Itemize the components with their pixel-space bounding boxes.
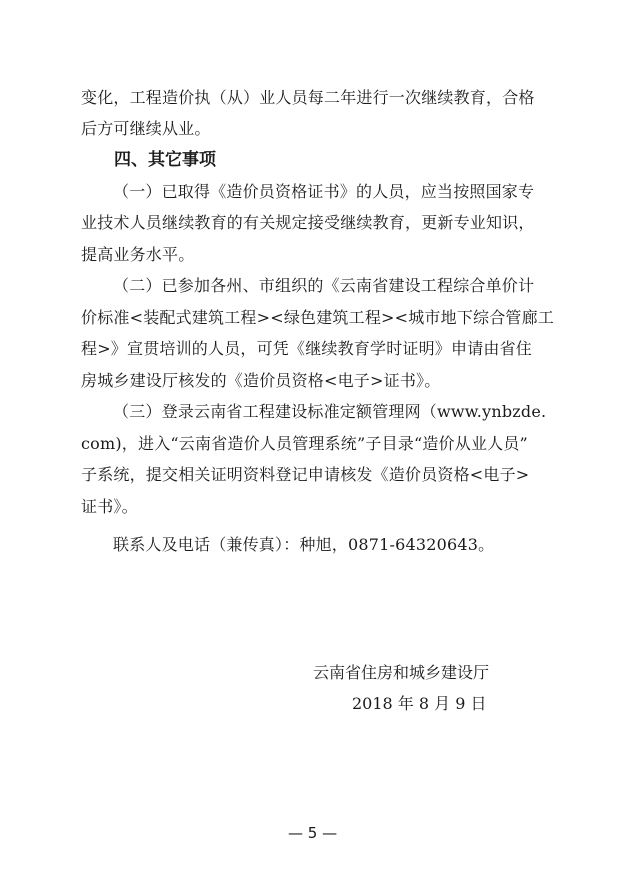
body-line: （三）登录云南省工程建设标准定额管理网（www.ynbzde. <box>113 402 547 421</box>
body-line: 证书》。 <box>81 497 138 516</box>
body-line: 提高业务水平。 <box>81 245 195 264</box>
body-line: 程>》宣贯培训的人员，可凭《继续教育学时证明》申请由省住 <box>81 339 533 358</box>
page-number: — 5 — <box>288 824 338 842</box>
section-heading: 四、其它事项 <box>114 150 216 170</box>
issuing-organization: 云南省住房和城乡建设厅 <box>313 663 490 682</box>
body-line: 子系统，提交相关证明资料登记申请核发《造价员资格<电子> <box>81 465 530 484</box>
body-line: 变化，工程造价执（从）业人员每二年进行一次继续教育，合格 <box>81 88 535 107</box>
issue-date: 2018 年 8 月 9 日 <box>352 694 487 713</box>
body-line: 业技术人员继续教育的有关规定接受继续教育，更新专业知识， <box>81 213 535 232</box>
body-line: 房城乡建设厅核发的《造价员资格<电子>证书》。 <box>81 371 441 390</box>
body-line: com)，进入“云南省造价人员管理系统”子目录“造价从业人员” <box>81 434 528 453</box>
body-line: 价标准<装配式建筑工程><绿色建筑工程><城市地下综合管廊工 <box>81 308 555 327</box>
contact-line: 联系人及电话（兼传真）：种旭，0871-64320643。 <box>113 535 495 554</box>
body-line: （二）已参加各州、市组织的《云南省建设工程综合单价计 <box>113 276 535 295</box>
body-line: 后方可继续从业。 <box>81 119 211 138</box>
body-line: （一）已取得《造价员资格证书》的人员，应当按照国家专 <box>113 182 535 201</box>
